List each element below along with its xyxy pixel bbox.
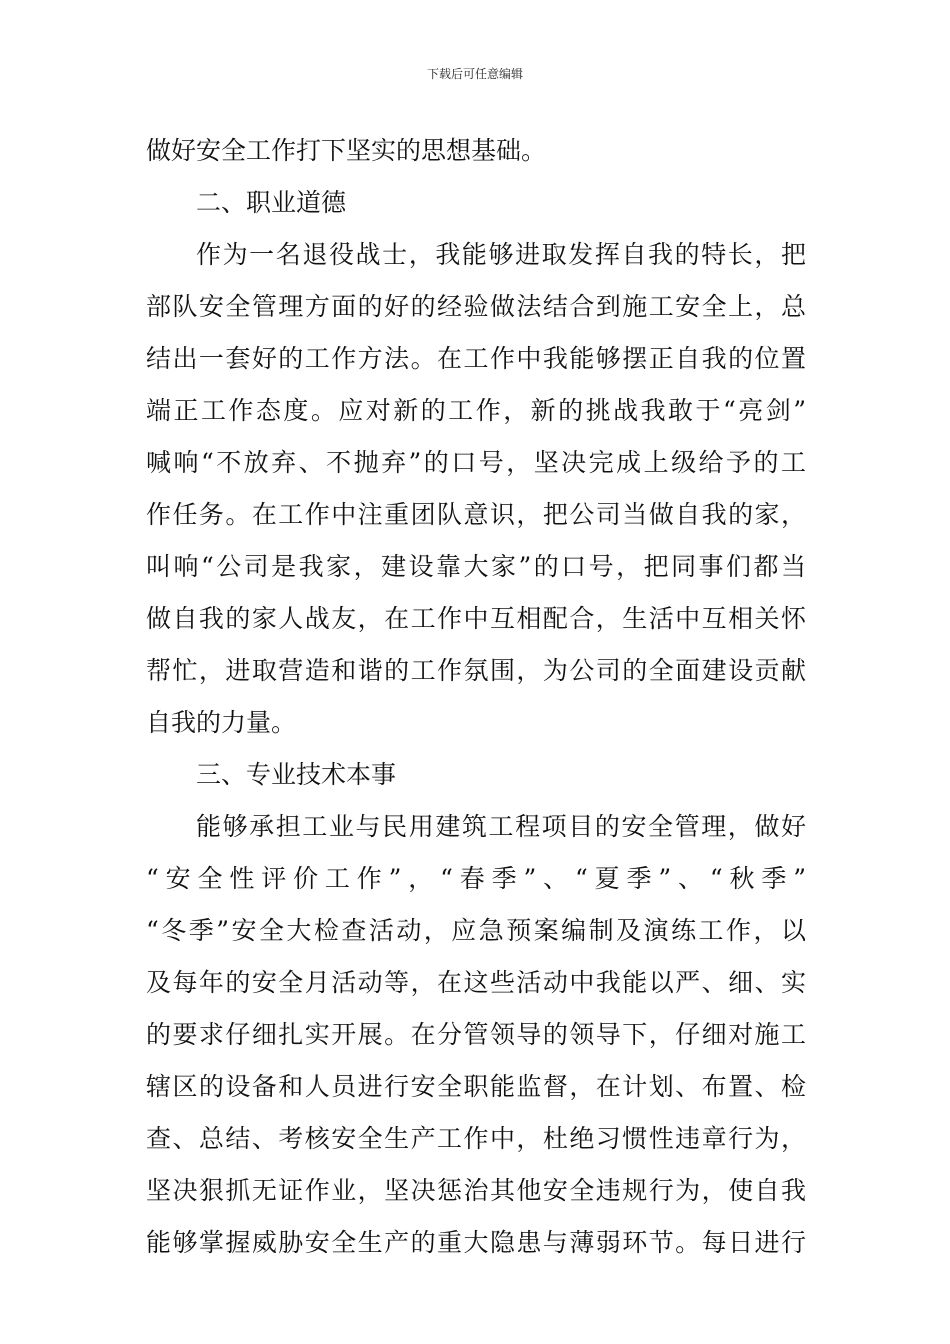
text-line: 做好安全工作打下坚实的思想基础。 (146, 136, 547, 165)
section-heading-technical-skills: 三、专业技术本事 (196, 760, 397, 789)
text-line: 叫响“公司是我家，建设靠大家”的口号，把同事们都当 (146, 552, 806, 581)
text-line: “冬季”安全大检查活动，应急预案编制及演练工作，以 (146, 916, 806, 945)
text-line: 能够承担工业与民用建筑工程项目的安全管理，做好 (196, 812, 806, 841)
text-line: 部队安全管理方面的好的经验做法结合到施工安全上，总 (146, 292, 806, 321)
header-note: 下载后可任意编辑 (426, 67, 523, 81)
text-line: 查、总结、考核安全生产工作中，杜绝习惯性违章行为， (146, 1124, 806, 1153)
text-line: 做自我的家人战友，在工作中互相配合，生活中互相关怀 (146, 604, 806, 633)
text-line: 坚决狠抓无证作业，坚决惩治其他安全违规行为，使自我 (146, 1176, 806, 1205)
text-line: “安全性评价工作”，“春季”、“夏季”、“秋季” (146, 864, 806, 893)
text-line: 及每年的安全月活动等，在这些活动中我能以严、细、实 (146, 968, 806, 997)
text-line: 辖区的设备和人员进行安全职能监督，在计划、布置、检 (146, 1072, 806, 1101)
body-text (146, 125, 806, 1269)
text-line: 喊响“不放弃、不抛弃”的口号，坚决完成上级给予的工 (146, 448, 806, 477)
text-line: 的要求仔细扎实开展。在分管领导的领导下，仔细对施工 (146, 1020, 806, 1049)
text-line: 自我的力量。 (146, 708, 297, 737)
text-line: 作为一名退役战士，我能够进取发挥自我的特长，把 (196, 240, 806, 269)
text-line: 结出一套好的工作方法。在工作中我能够摆正自我的位置 (146, 344, 806, 373)
text-line: 端正工作态度。应对新的工作，新的挑战我敢于“亮剑” (146, 396, 806, 425)
text-line: 作任务。在工作中注重团队意识，把公司当做自我的家， (146, 500, 806, 529)
text-line: 能够掌握威胁安全生产的重大隐患与薄弱环节。每日进行 (146, 1228, 806, 1257)
section-heading-professional-ethics: 二、职业道德 (196, 188, 347, 217)
text-line: 帮忙，进取营造和谐的工作氛围，为公司的全面建设贡献 (146, 656, 806, 685)
